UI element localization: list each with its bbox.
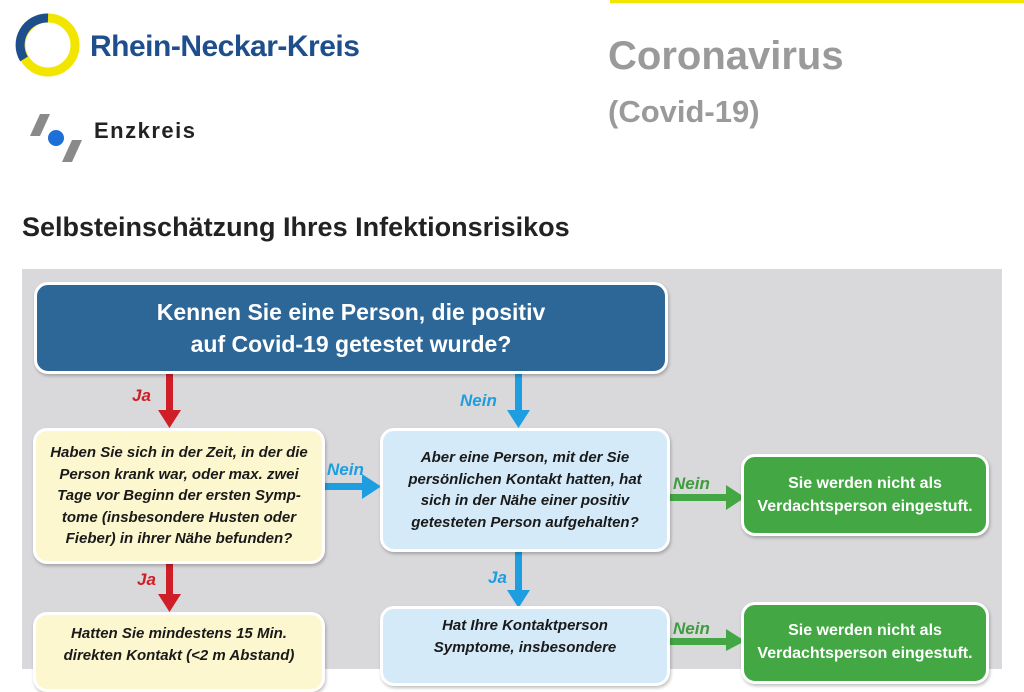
question-line: persönlichen Kontakt hatten, hat (408, 470, 642, 488)
result-line: Sie werden nicht als (788, 475, 942, 492)
question-line: Fieber) in ihrer Nähe befunden? (65, 530, 293, 548)
label-ja: Ja (137, 570, 156, 589)
arrow-down-icon (507, 552, 530, 608)
enzkreis-name: Enzkreis (94, 118, 197, 143)
arrow-down-icon (158, 374, 181, 428)
question-line: auf Covid-19 getestet wurde? (190, 331, 512, 357)
arrow-down-icon (507, 374, 530, 428)
result-line: Verdachtsperson eingestuft. (757, 645, 973, 662)
label-ja: Ja (488, 568, 507, 587)
label-ja: Ja (132, 386, 151, 405)
corona-title: Coronavirus (608, 34, 844, 78)
question-line: Tage vor Beginn der ersten Symp- (57, 487, 301, 505)
arrow-down-icon (158, 563, 181, 612)
question-contact-person-near-positive (380, 428, 670, 552)
result-not-suspect (741, 454, 989, 536)
question-line: Kennen Sie eine Person, die positiv (156, 299, 546, 325)
question-line: Hatten Sie mindestens 15 Min. (71, 625, 287, 642)
question-contact-has-symptoms (380, 606, 670, 686)
page-title: Selbsteinschätzung Ihres Infektionsrisikos (22, 212, 570, 242)
question-line: Hat Ihre Kontaktperson (442, 617, 608, 634)
question-line: sich in der Nähe einer positiv (420, 492, 630, 509)
label-nein: Nein (673, 619, 710, 638)
question-known-positive-person (34, 282, 668, 374)
result-not-suspect-2 (741, 602, 989, 684)
question-line: Haben Sie sich in der Zeit, in der die (50, 444, 308, 462)
question-line: Aber eine Person, mit der Sie (420, 449, 630, 466)
result-line: Sie werden nicht als (788, 622, 942, 639)
label-nein: Nein (327, 460, 364, 479)
question-line: Symptome, insbesondere (433, 638, 617, 656)
corona-subtitle: (Covid-19) (608, 94, 760, 129)
question-near-sick-person (33, 428, 325, 564)
result-line: Verdachtsperson eingestuft. (757, 498, 973, 515)
question-line: tome (insbesondere Husten oder (61, 508, 297, 526)
rhein-neckar-kreis-name: Rhein-Neckar-Kreis (90, 30, 360, 63)
label-nein: Nein (460, 391, 497, 410)
question-line: direkten Kontakt (<2 m Abstand) (63, 646, 295, 664)
question-line: getesteten Person aufgehalten? (411, 513, 639, 531)
label-nein: Nein (673, 474, 710, 493)
question-line: Person krank war, oder max. zwei (59, 465, 299, 483)
question-direct-contact-15-min (33, 612, 325, 692)
